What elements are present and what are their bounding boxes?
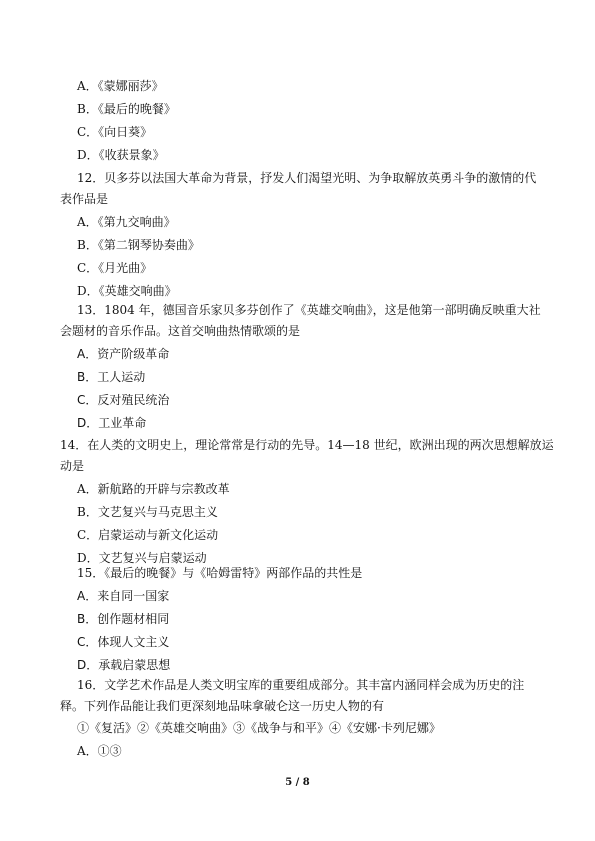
q11-option-d: D．《收获景象》 [77,148,165,162]
q15-option-d: D．承载启蒙思想 [77,658,171,672]
q14-stem-line2: 动是 [60,459,85,473]
q15-option-b: B．创作题材相同 [77,612,170,626]
q16-stem-line2: 释。下列作品能让我们更深刻地品味拿破仑这一历史人物的有 [60,699,385,713]
q15-option-a: A．来自同一国家 [77,589,170,603]
q15-option-c: C．体现人文主义 [77,635,170,649]
q16-stem-line1: 16．文学艺术作品是人类文明宝库的重要组成部分。其丰富内涵同样会成为历史的注 [77,678,525,692]
q12-stem-line2: 表作品是 [60,192,109,206]
q11-option-c: C．《向日葵》 [77,125,153,139]
q13-option-d: D．工业革命 [77,416,147,430]
q13-option-c: C．反对殖民统治 [77,393,170,407]
q14-option-c: C．启蒙运动与新文化运动 [77,528,219,542]
q14-stem-line1: 14．在人类的文明史上，理论常常是行动的先导。14—18 世纪，欧洲出现的两次思想解放运 [60,438,554,452]
q12-option-c: C．《月光曲》 [77,261,153,275]
q16-option-a: A．①③ [77,744,122,758]
q14-option-a: A．新航路的开辟与宗教改革 [77,482,230,496]
q13-stem-line1: 13．1804 年，德国音乐家贝多芬创作了《英雄交响曲》，这是他第一部明确反映重大社 [77,303,541,317]
q12-option-a: A．《第九交响曲》 [77,215,176,229]
q13-stem-line2: 会题材的音乐作品。这首交响曲热情歌颂的是 [60,324,301,338]
page-number: 5 / 8 [285,777,310,788]
q13-option-b: B．工人运动 [77,370,146,384]
q12-stem-line1: 12．贝多芬以法国大革命为背景，抒发人们渴望光明、为争取解放英勇斗争的激情的代 [77,171,537,185]
q12-option-d: D．《英雄交响曲》 [77,284,177,298]
q12-option-b: B．《第二钢琴协奏曲》 [77,238,200,252]
q15-stem-line1: 15．《最后的晚餐》与《哈姆雷特》两部作品的共性是 [77,566,363,580]
q13-option-a: A．资产阶级革命 [77,347,170,361]
q11-option-b: B．《最后的晚餐》 [77,102,176,116]
q14-option-b: B．文艺复兴与马克思主义 [77,505,218,519]
q16-works-list: ①《复活》②《英雄交响曲》③《战争与和平》④《安娜·卡列尼娜》 [77,721,441,735]
q11-option-a: A．《蒙娜丽莎》 [77,79,164,93]
q14-option-d: D．文艺复兴与启蒙运动 [77,551,207,565]
